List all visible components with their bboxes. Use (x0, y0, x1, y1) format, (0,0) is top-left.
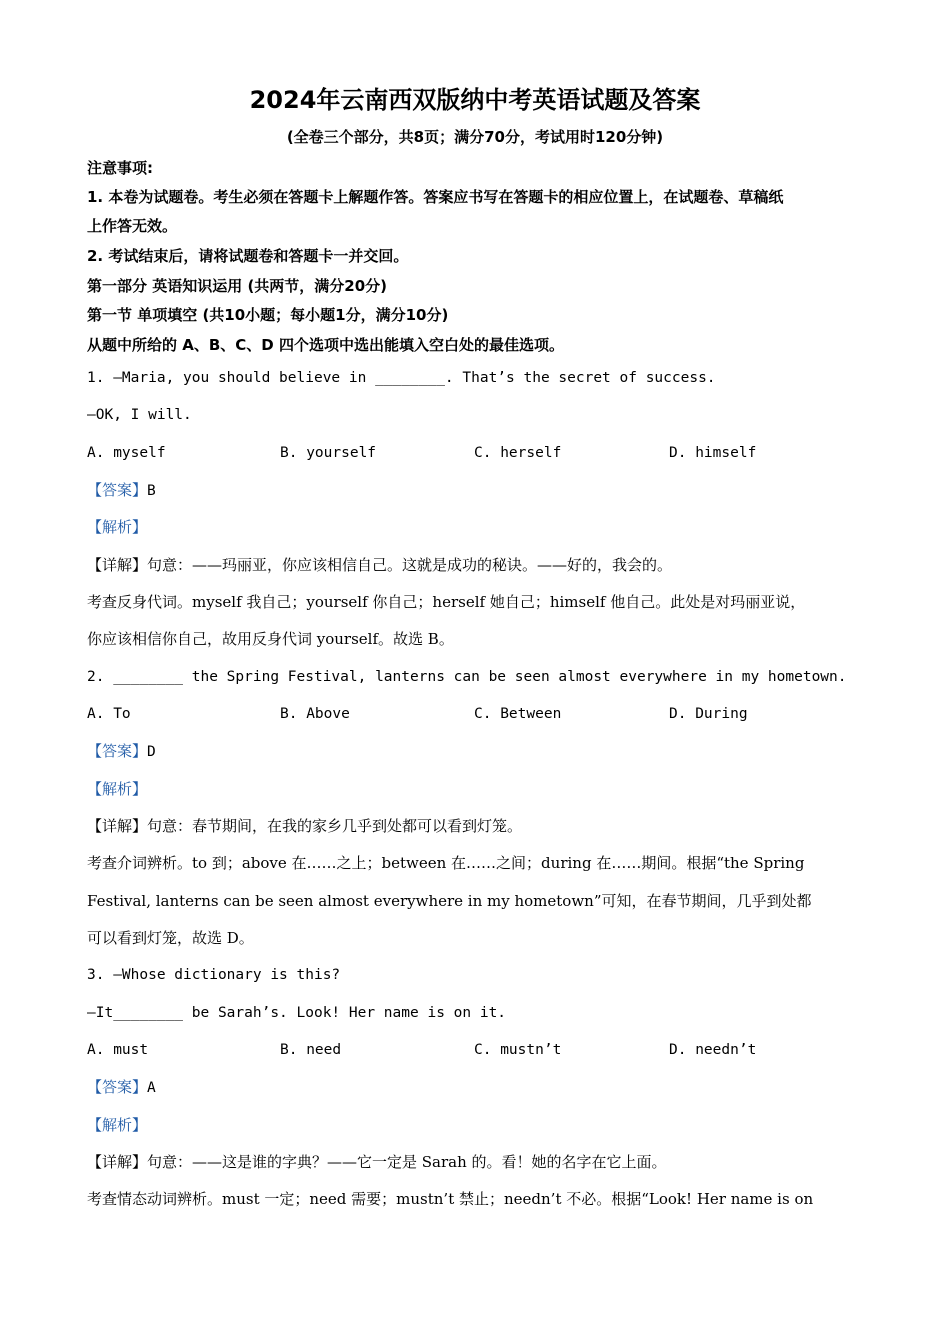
q2-detail (87, 815, 887, 837)
q1-detail (87, 554, 887, 576)
q2-option-a: A. To (87, 706, 131, 722)
answer-tag: 【答案】 (87, 1078, 148, 1096)
q3-reply: —It________ be Sarah’s. Look! Her name is on it. (87, 1005, 507, 1021)
q1-reply: —OK, I will. (87, 407, 192, 423)
q3-option-a: A. must (87, 1042, 149, 1058)
q3-answer-value: A (147, 1080, 156, 1096)
q1-stem: 1. —Maria, you should believe in ________. That’s the secret of success. (87, 370, 716, 386)
q1-answer (87, 479, 887, 502)
q1-explain-2: 你应该相信你自己，故用反身代词 yourself。故选 B。 (87, 630, 454, 648)
instruction: 从题中所给的 A、B、C、D 四个选项中选出能填入空白处的最佳选项。 (87, 336, 564, 354)
section-1-heading: 第一节 单项填空 (共10小题；每小题1分，满分10分) (87, 306, 449, 324)
answer-tag: 【答案】 (87, 742, 148, 760)
detail-tag: 【详解】 (87, 556, 148, 574)
page-subtitle: (全卷三个部分，共8页；满分70分，考试用时120分钟) (286, 128, 664, 146)
q2-explain-2: Festival, lanterns can be seen almost everywhere in my hometown”可知，在春节期间，几乎到处都 (87, 892, 812, 910)
q1-answer-value: B (147, 483, 156, 499)
q3-option-b: B. need (280, 1042, 342, 1058)
q1-analysis-tag: 【解析】 (87, 518, 148, 536)
q2-option-d: D. During (669, 706, 748, 722)
detail-tag: 【详解】 (87, 817, 148, 835)
q1-option-c: C. herself (474, 445, 562, 461)
q2-answer (87, 740, 887, 763)
q1-detail-text: 句意：——玛丽亚，你应该相信自己。这就是成功的秘诀。——好的，我会的。 (147, 556, 673, 574)
q2-explain-1: 考查介词辨析。to 到；above 在……之上；between 在……之间；during 在……期间。根据“the Spring (87, 854, 805, 872)
q2-option-b: B. Above (280, 706, 350, 722)
answer-tag: 【答案】 (87, 481, 148, 499)
q2-option-c: C. Between (474, 706, 562, 722)
q3-option-c: C. mustn’t (474, 1042, 562, 1058)
q3-analysis-tag: 【解析】 (87, 1116, 148, 1134)
q3-option-d: D. needn’t (669, 1042, 757, 1058)
q3-detail-text: 句意：——这是谁的字典？——它一定是 Sarah 的。看！她的名字在它上面。 (147, 1153, 667, 1171)
q2-detail-text: 句意：春节期间，在我的家乡几乎到处都可以看到灯笼。 (147, 817, 523, 835)
q1-option-d: D. himself (669, 445, 757, 461)
note-1-line-2: 上作答无效。 (87, 217, 178, 235)
q1-option-b: B. yourself (280, 445, 377, 461)
q1-option-a: A. myself (87, 445, 166, 461)
q1-explain-1: 考查反身代词。myself 我自己；yourself 你自己；herself 她自己；himself 他自己。此处是对玛丽亚说， (87, 593, 806, 611)
page-title: 2024年云南西双版纳中考英语试题及答案 (249, 86, 701, 114)
note-1-line-1: 1. 本卷为试题卷。考生必须在答题卡上解题作答。答案应书写在答题卡的相应位置上，在试题卷、草稿纸 (87, 188, 784, 206)
q3-answer (87, 1076, 887, 1099)
q2-explain-3: 可以看到灯笼，故选 D。 (87, 929, 254, 947)
part-1-heading: 第一部分 英语知识运用 (共两节，满分20分) (87, 277, 388, 295)
q2-answer-value: D (147, 744, 156, 760)
note-2: 2. 考试结束后，请将试题卷和答题卡一并交回。 (87, 247, 409, 265)
notes-heading: 注意事项: (87, 159, 153, 177)
q2-analysis-tag: 【解析】 (87, 780, 148, 798)
q2-stem: 2. ________ the Spring Festival, lanterns can be seen almost everywhere in my hometown. (87, 669, 847, 685)
q3-stem: 3. —Whose dictionary is this? (87, 967, 341, 983)
q3-detail (87, 1151, 887, 1173)
q3-explain-1: 考查情态动词辨析。must 一定；need 需要；mustn’t 禁止；needn’t 不必。根据“Look! Her name is on (87, 1190, 814, 1208)
detail-tag: 【详解】 (87, 1153, 148, 1171)
